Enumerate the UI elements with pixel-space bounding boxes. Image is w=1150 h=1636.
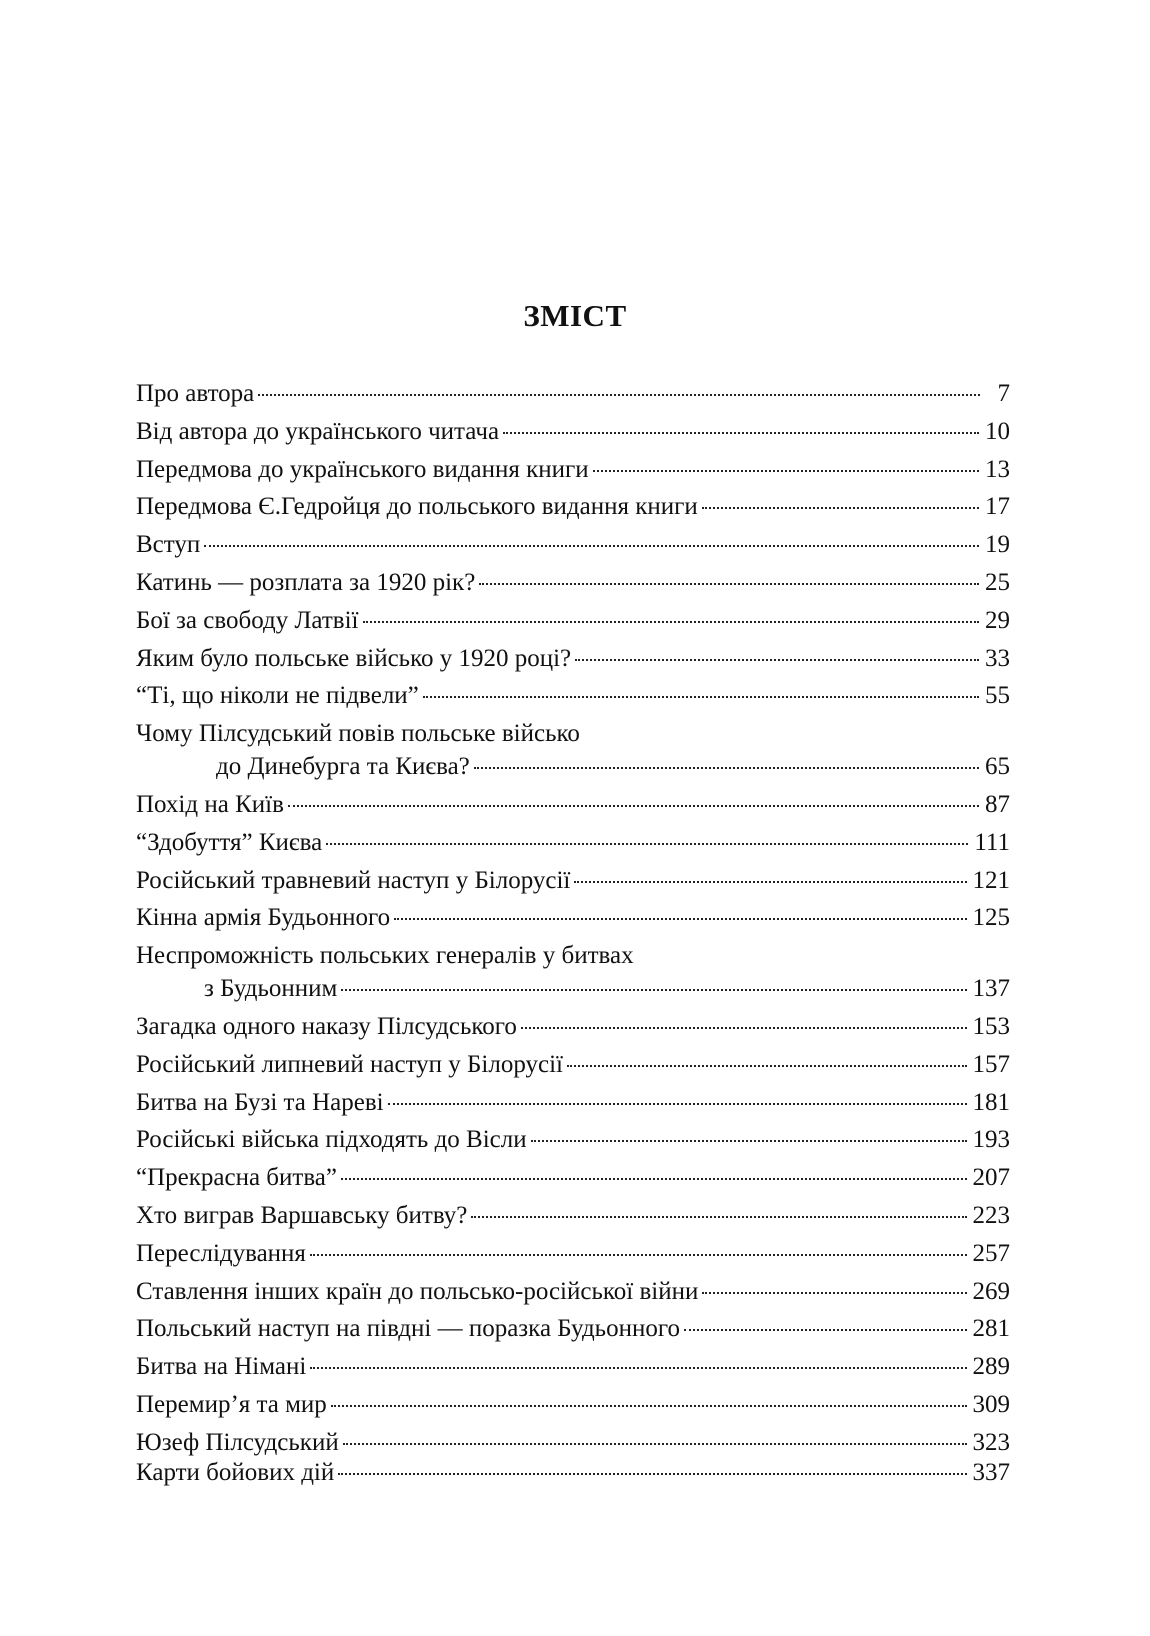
- toc-entry-title: “Прекрасна битва”: [136, 1164, 338, 1192]
- dot-leader: [503, 432, 979, 434]
- toc-entry-page: 121: [972, 866, 1010, 894]
- dot-leader: [310, 1254, 967, 1256]
- toc-entry-title: Чому Пілсудський повів польське військо: [136, 720, 580, 748]
- dot-leader: [531, 1140, 967, 1142]
- toc-entry-page: 25: [985, 568, 1010, 596]
- toc-entry-title: Юзеф Пілсудський: [136, 1428, 339, 1456]
- dot-leader: [388, 1103, 967, 1105]
- dot-leader: [310, 1367, 966, 1369]
- toc-entry-title: Передмова до українського видання книги: [136, 455, 589, 483]
- toc-entry-title: Битва на Бузі та Нареві: [136, 1088, 384, 1116]
- toc-entry[interactable]: [136, 1353, 1010, 1381]
- toc-entry-page: 223: [972, 1201, 1010, 1229]
- dot-leader: [684, 1329, 967, 1331]
- dot-leader: [593, 470, 979, 472]
- toc-entry[interactable]: [136, 791, 1010, 819]
- dot-leader: [343, 1443, 967, 1445]
- dot-leader: [341, 989, 966, 991]
- toc-entry-page: 55: [985, 682, 1010, 710]
- page-title: ЗМІСТ: [523, 298, 627, 333]
- toc-entry[interactable]: [136, 1202, 1010, 1230]
- dot-leader: [341, 1178, 966, 1180]
- dot-leader: [471, 1216, 966, 1218]
- toc-entry-page: 87: [985, 790, 1010, 818]
- dot-leader: [521, 1027, 967, 1029]
- toc-entry[interactable]: [136, 1429, 1010, 1457]
- toc-entry-page: 111: [974, 828, 1010, 856]
- toc-entry-title: Російський травневий наступ у Білорусії: [136, 866, 571, 894]
- dot-leader: [575, 659, 979, 661]
- toc-entry-page: 19: [985, 531, 1010, 559]
- toc-entry[interactable]: [136, 456, 1010, 484]
- toc-entry-page: 7: [997, 380, 1010, 407]
- toc-entry-title: Про автора: [136, 380, 255, 407]
- toc-entry[interactable]: [136, 1089, 1010, 1117]
- toc-entry-title: “Ті, що ніколи не підвели”: [136, 682, 419, 710]
- toc-entry-page: 207: [972, 1164, 1010, 1192]
- toc-entry-title: Катинь — розплата за 1920 рік?: [136, 568, 476, 596]
- dot-leader: [474, 767, 979, 769]
- toc-entry[interactable]: [136, 380, 1010, 408]
- toc-entry[interactable]: [136, 569, 1010, 597]
- toc-entry-title: Російські війська підходять до Вісли: [136, 1126, 527, 1154]
- toc-entry[interactable]: [136, 867, 1010, 895]
- toc-entry-page: 257: [972, 1239, 1010, 1267]
- toc-entry[interactable]: [136, 1164, 1010, 1192]
- toc-entry-page: 153: [972, 1012, 1010, 1040]
- dot-leader: [702, 507, 979, 509]
- toc-entry-page: 281: [972, 1315, 1010, 1343]
- toc-entry-title: Бої за свободу Латвії: [136, 606, 359, 634]
- toc-entry-page: 33: [985, 644, 1010, 672]
- toc-entry-page: 337: [972, 1458, 1010, 1486]
- dot-leader: [288, 805, 979, 807]
- toc-entry-page: 309: [972, 1390, 1010, 1418]
- toc-entry-page: 10: [985, 417, 1010, 445]
- toc-entry-title: Карти бойових дій: [136, 1458, 335, 1486]
- toc-entry-page: 29: [985, 606, 1010, 634]
- toc-entry[interactable]: [136, 1051, 1010, 1079]
- toc-entry-title: Вступ: [136, 531, 201, 559]
- toc-entry-title: Похід на Київ: [136, 790, 284, 818]
- toc-entry[interactable]: [136, 1278, 1010, 1306]
- toc-entry-title: Загадка одного наказу Пілсудського: [136, 1012, 517, 1040]
- toc-entry[interactable]: [136, 829, 1010, 857]
- dot-leader: [479, 583, 979, 585]
- dot-leader: [258, 394, 980, 396]
- toc-entry-title: Кінна армія Будьонного: [136, 904, 391, 932]
- toc-entry-title: Ставлення інших країн до польсько-російської війни: [136, 1277, 699, 1305]
- toc-entry-page: 181: [972, 1088, 1010, 1116]
- toc-entry[interactable]: [136, 418, 1010, 446]
- toc-entry-page: 323: [972, 1428, 1010, 1456]
- toc-entry-title-continued: до Динебурга та Києва?: [216, 753, 470, 781]
- toc-entry-title-continued: з Будьонним: [204, 975, 338, 1003]
- dot-leader: [567, 1065, 967, 1067]
- dot-leader: [204, 545, 979, 547]
- toc-entry[interactable]: [136, 607, 1010, 635]
- toc-entry-title: Битва на Німані: [136, 1353, 307, 1381]
- toc-entry-page: 269: [972, 1277, 1010, 1305]
- toc-entry-title: Російський липневий наступ у Білорусії: [136, 1050, 563, 1078]
- toc-entry[interactable]: [136, 682, 1010, 710]
- toc-entry[interactable]: [136, 1459, 1010, 1487]
- toc-entry-title: Передмова Є.Гедройця до польського видання книги: [136, 493, 698, 521]
- toc-entry-page: 13: [985, 455, 1010, 483]
- toc-entry-page: 137: [972, 975, 1010, 1003]
- dot-leader: [423, 696, 979, 698]
- toc-entry[interactable]: [136, 531, 1010, 559]
- dot-leader: [394, 918, 966, 920]
- dot-leader: [331, 1405, 967, 1407]
- dot-leader: [363, 621, 980, 623]
- toc-entry[interactable]: [136, 645, 1010, 673]
- toc-entry-page: 125: [972, 904, 1010, 932]
- dot-leader: [574, 881, 966, 883]
- toc-entry-title: Яким було польське військо у 1920 році?: [136, 644, 572, 672]
- dot-leader: [326, 843, 968, 845]
- toc-entry[interactable]: [136, 1315, 1010, 1343]
- toc-entry-title: Перемир’я та мир: [136, 1390, 327, 1418]
- toc-entry[interactable]: [136, 1240, 1010, 1268]
- toc-entry-title: “Здобуття” Києва: [136, 828, 323, 856]
- dot-leader: [702, 1292, 966, 1294]
- toc-entry-title: Неспроможність польських генералів у битвах: [136, 942, 634, 970]
- toc-entry[interactable]: [136, 720, 1010, 781]
- toc-entry[interactable]: [136, 942, 1010, 1003]
- toc-entry-page: 289: [972, 1353, 1010, 1381]
- toc-entry-page: 65: [985, 753, 1010, 781]
- toc-entry-page: 193: [972, 1126, 1010, 1154]
- toc-entry-title: Від автора до українського читача: [136, 417, 500, 445]
- toc-entry-title: Переслідування: [136, 1239, 306, 1267]
- toc-entry[interactable]: [136, 1126, 1010, 1154]
- toc-entry[interactable]: [136, 493, 1010, 521]
- table-of-contents: [136, 380, 1010, 1497]
- toc-entry-title: Хто виграв Варшавську битву?: [136, 1201, 468, 1229]
- toc-entry-page: 17: [985, 493, 1010, 521]
- toc-entry[interactable]: [136, 904, 1010, 932]
- toc-entry-title: Польський наступ на півдні — поразка Будьонного: [136, 1315, 680, 1343]
- toc-entry[interactable]: [136, 1013, 1010, 1041]
- toc-entry-page: 157: [972, 1050, 1010, 1078]
- toc-entry[interactable]: [136, 1391, 1010, 1419]
- dot-leader: [338, 1473, 966, 1475]
